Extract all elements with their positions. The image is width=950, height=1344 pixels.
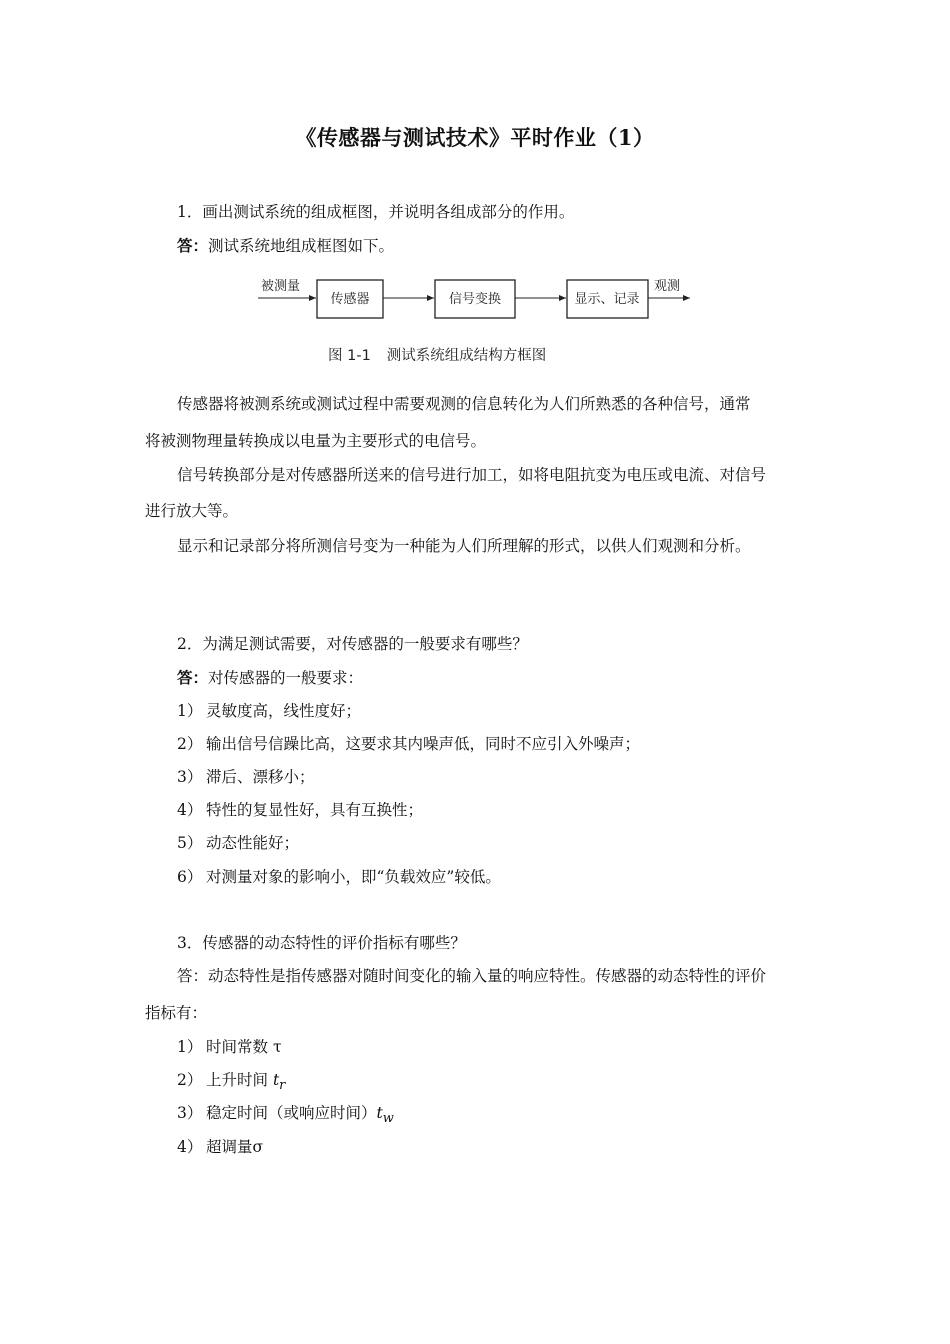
test-system-block-diagram <box>258 276 698 324</box>
list-item: 5） 动态性能好； <box>177 834 300 852</box>
paragraph-conversion-line-1: 信号转换部分是对传感器所送来的信号进行加工，如将电阻抗变为电压或电流、对信号 <box>177 466 767 484</box>
diagram-block-sensor-label: 传感器 <box>330 292 370 307</box>
list-item: 4） 特性的复显性好，具有互换性； <box>177 801 424 819</box>
symbol-subscript: w <box>382 1111 394 1127</box>
answer-2-intro-text: 对传感器的一般要求： <box>208 669 364 687</box>
list-item: 1） 灵敏度高，线性度好； <box>177 702 362 720</box>
list-item: 1） 时间常数 τ <box>177 1038 282 1056</box>
answer-label: 答： <box>177 236 209 255</box>
question-3: 3．传感器的动态特性的评价指标有哪些？ <box>177 934 466 952</box>
question-2: 2．为满足测试需要，对传感器的一般要求有哪些？ <box>177 635 528 653</box>
list-item: 3） 稳定时间（或响应时间）$t_w$ <box>177 1104 394 1127</box>
answer-label: 答： <box>177 668 209 687</box>
paragraph-sensor-line-1: 传感器将被测系统或测试过程中需要观测的信息转化为人们所熟悉的各种信号，通常 <box>177 395 751 413</box>
paragraph-display: 显示和记录部分将所测信号变为一种能为人们所理解的形式，以供人们观测和分析。 <box>177 537 751 555</box>
figure-caption <box>328 344 546 365</box>
list-item: 3） 滞后、漂移小； <box>177 768 315 786</box>
question-1: 1．画出测试系统的组成框图，并说明各组成部分的作用。 <box>177 203 575 221</box>
answer-3-line-2: 指标有： <box>145 1004 208 1022</box>
answer-1-intro-text: 测试系统地组成框图如下。 <box>208 237 395 255</box>
symbol: t <box>272 1071 280 1089</box>
diagram-block-conversion-label: 信号变换 <box>448 292 502 307</box>
symbol: σ <box>252 1138 264 1156</box>
answer-2-intro <box>177 668 363 688</box>
answer-3-line-1: 答：动态特性是指传感器对随时间变化的输入量的响应特性。传感器的动态特性的评价 <box>177 967 767 985</box>
list-item: 2） 上升时间 $t_r$ <box>177 1071 286 1094</box>
answer-1-intro <box>177 236 394 256</box>
figure-caption-text: 测试系统组成结构方框图 <box>386 348 547 364</box>
paragraph-conversion-line-2: 进行放大等。 <box>145 502 239 520</box>
list-item: 6） 对测量对象的影响小，即“负载效应”较低。 <box>177 868 501 886</box>
figure-caption-number: 图 1-1 <box>328 348 371 364</box>
list-item: 4） 超调量σ <box>177 1138 264 1156</box>
symbol: τ <box>272 1038 282 1056</box>
symbol-subscript: r <box>279 1078 286 1094</box>
diagram-input-label: 被测量 <box>261 279 301 294</box>
diagram-output-label: 观测 <box>654 279 681 294</box>
page-title: 《传感器与测试技术》平时作业（1） <box>295 125 655 150</box>
paragraph-sensor-line-2: 将被测物理量转换成以电量为主要形式的电信号。 <box>145 432 487 450</box>
list-item: 2） 输出信号信躁比高，这要求其内噪声低，同时不应引入外噪声； <box>177 735 641 753</box>
symbol: t <box>376 1104 383 1122</box>
diagram-block-display-label: 显示、记录 <box>574 292 640 307</box>
